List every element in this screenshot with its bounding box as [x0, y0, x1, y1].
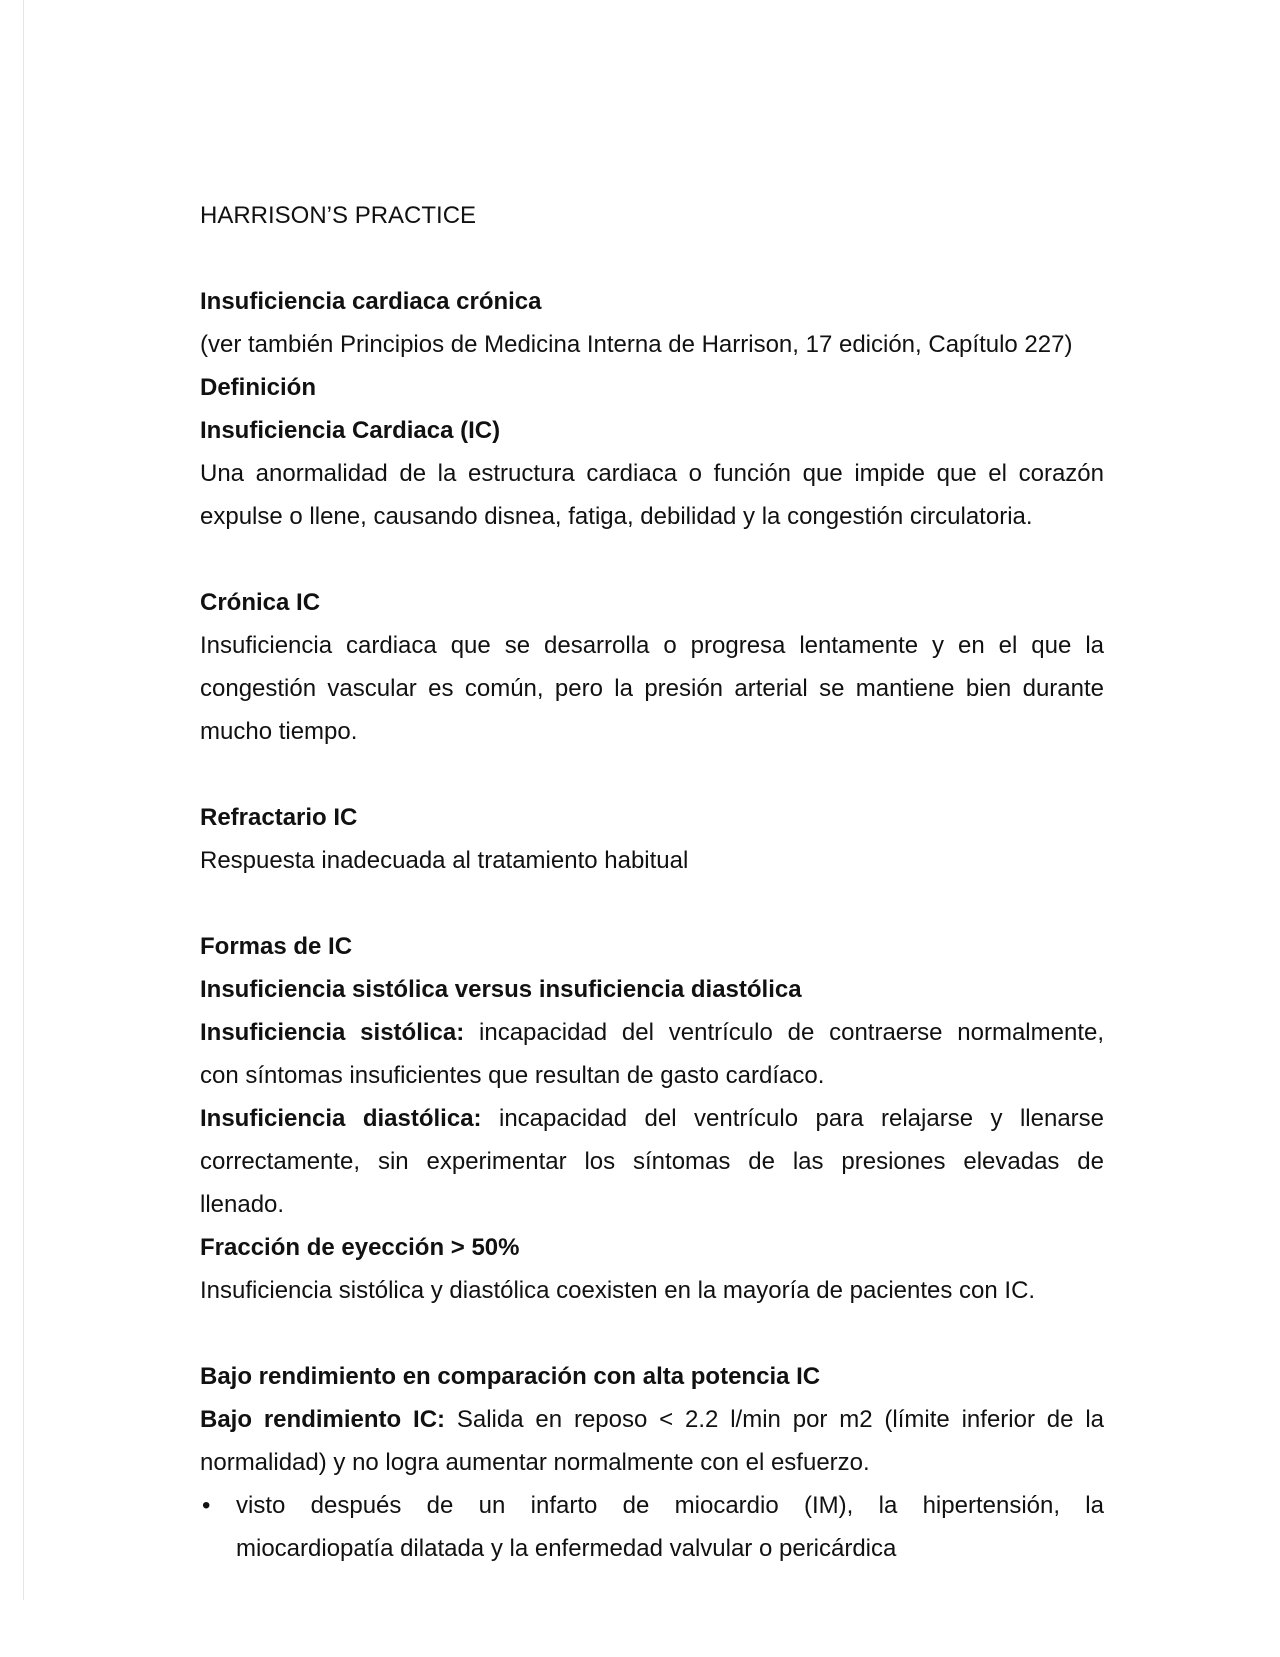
spacer: [200, 753, 1104, 796]
spacer: [200, 882, 1104, 925]
low-output-label: Bajo rendimiento IC:: [200, 1406, 446, 1433]
definition-subheading: Insuficiencia Cardiaca (IC): [200, 417, 501, 444]
chronic-text-line: Insuficiencia cardiaca que se desarrolla o progresa lentamente y en el que la: [200, 632, 1104, 659]
refractory-text: Respuesta inadecuada al tratamiento habitual: [200, 847, 689, 874]
systolic-definition-line: [200, 1011, 1104, 1054]
document-header: HARRISON’S PRACTICE: [200, 202, 477, 229]
reference-line: (ver también Principios de Medicina Interna de Harrison, 17 edición, Capítulo 227): [200, 331, 1073, 358]
low-output-text: Salida en reposo < 2.2 l/min por m2 (límite inferior de la: [445, 1406, 1105, 1433]
forms-subheading: Insuficiencia sistólica versus insuficiencia diastólica: [200, 976, 802, 1003]
spacer: [200, 1312, 1104, 1355]
definition-text-line: expulse o llene, causando disnea, fatiga, debilidad y la congestión circulatoria.: [200, 503, 1033, 530]
document-body: [200, 194, 1104, 1570]
low-output-line: [200, 1398, 1104, 1441]
chronic-text-line: congestión vascular es común, pero la presión arterial se mantiene bien durante: [200, 675, 1104, 702]
coexist-text: Insuficiencia sistólica y diastólica coexisten en la mayoría de pacientes con IC.: [200, 1277, 1036, 1304]
list-item: [200, 1484, 1104, 1570]
definition-text-line: Una anormalidad de la estructura cardiaca o función que impide que el corazón: [200, 460, 1104, 487]
bullet-icon: •: [202, 1492, 211, 1519]
bullet-text-line: visto después de un infarto de miocardio (IM), la hipertensión, la: [236, 1492, 1104, 1519]
spacer: [200, 538, 1104, 581]
systolic-label: Insuficiencia sistólica:: [200, 1019, 465, 1046]
ejection-fraction-heading: Fracción de eyección > 50%: [200, 1234, 520, 1261]
definition-heading: Definición: [200, 374, 317, 401]
diastolic-definition-line: llenado.: [200, 1191, 285, 1218]
diastolic-text: incapacidad del ventrículo para relajarse y llenarse: [481, 1105, 1105, 1132]
systolic-definition-line: con síntomas insuficientes que resultan de gasto cardíaco.: [200, 1062, 825, 1089]
diastolic-label: Insuficiencia diastólica:: [200, 1105, 482, 1132]
diastolic-definition-line: correctamente, sin experimentar los síntomas de las presiones elevadas de: [200, 1148, 1104, 1175]
chronic-heading: Crónica IC: [200, 589, 321, 616]
page-edge-divider: [23, 0, 24, 1600]
spacer: [200, 237, 1104, 280]
low-output-line: normalidad) y no logra aumentar normalmente con el esfuerzo.: [200, 1449, 870, 1476]
forms-heading: Formas de IC: [200, 933, 353, 960]
systolic-text: incapacidad del ventrículo de contraerse normalmente,: [464, 1019, 1105, 1046]
document-title: Insuficiencia cardiaca crónica: [200, 288, 542, 315]
bullet-text-line: miocardiopatía dilatada y la enfermedad valvular o pericárdica: [236, 1535, 897, 1562]
chronic-text-line: mucho tiempo.: [200, 718, 358, 745]
refractory-heading: Refractario IC: [200, 804, 358, 831]
output-heading: Bajo rendimiento en comparación con alta potencia IC: [200, 1363, 821, 1390]
diastolic-definition-line: [200, 1097, 1104, 1140]
